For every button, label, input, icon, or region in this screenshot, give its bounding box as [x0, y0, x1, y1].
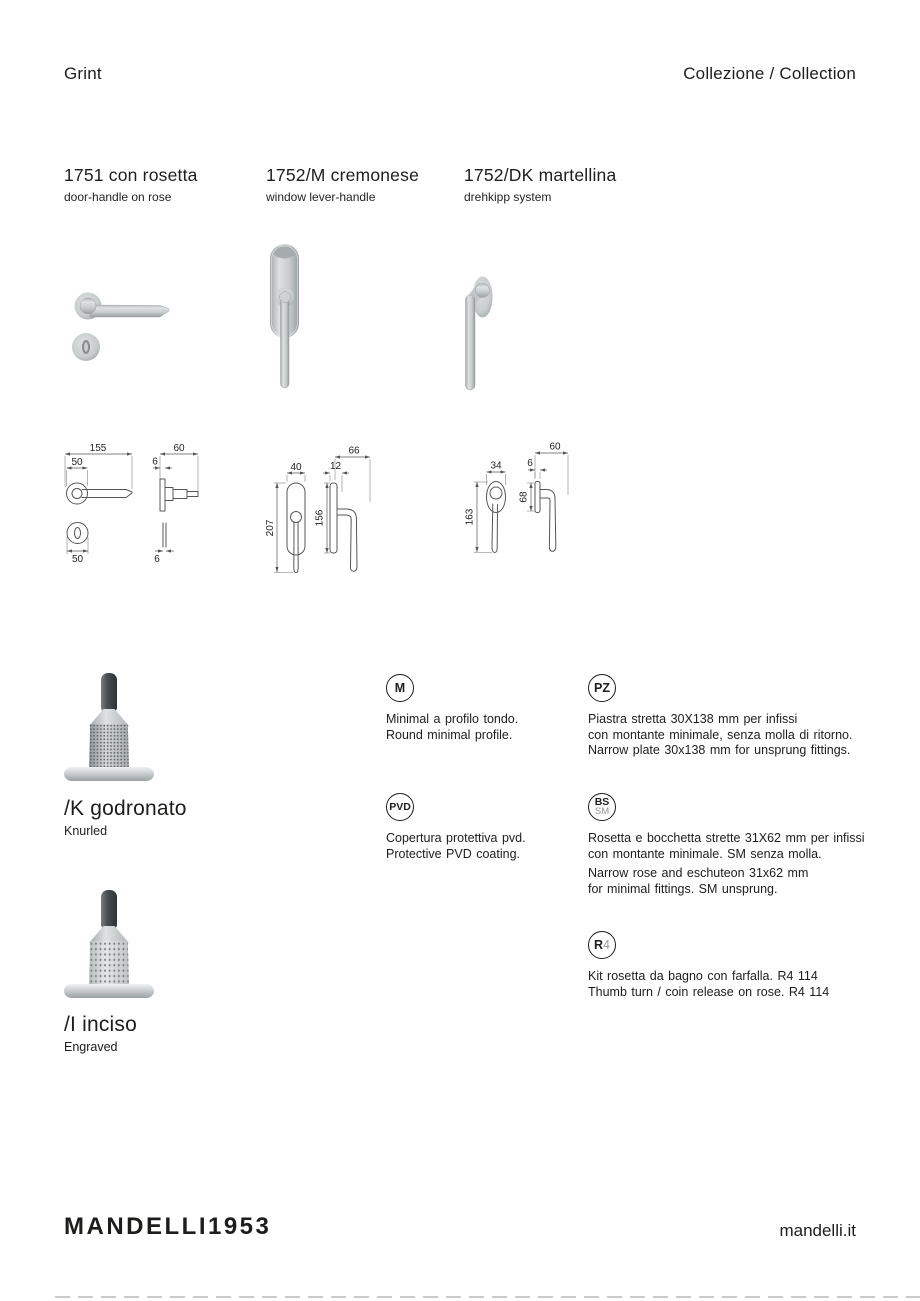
feature-line: Protective PVD coating.	[386, 846, 521, 861]
product-heading-1752dk	[464, 165, 664, 204]
front-view-escutcheon	[67, 523, 88, 566]
dim-total-height: 207	[265, 519, 276, 537]
scan-edge-artifact	[55, 1296, 920, 1298]
product-title: 1751 con rosetta	[64, 165, 198, 185]
feature-line: con montante minimale, senza molla di ritorno.	[588, 727, 853, 742]
photo-window-handle-1752dk	[455, 272, 510, 397]
badge-minimal	[386, 674, 414, 702]
dim-escutcheon-thickness: 6	[154, 554, 160, 565]
dim-plate-height: 156	[314, 509, 326, 527]
photo-door-handle-1751	[56, 278, 178, 370]
photo-window-handle-1752m	[262, 240, 308, 392]
badge-label-bottom: SM	[594, 806, 610, 817]
badge-r4	[588, 931, 616, 959]
product-title: 1752/DK martellina	[464, 165, 617, 185]
badge-label: PVD	[389, 801, 411, 813]
dim-length: 155	[89, 443, 107, 454]
product-subtitle: window lever-handle	[266, 190, 376, 204]
feature-line: Piastra stretta 30X138 mm per infissi	[588, 712, 798, 726]
drawing-1751	[60, 441, 205, 571]
finish-title-k: /K godronato	[64, 797, 187, 820]
product-heading-1751	[64, 165, 254, 204]
dim-escutcheon-diameter: 50	[71, 554, 84, 565]
dim-projection: 60	[549, 441, 561, 453]
dim-plate-width: 40	[290, 462, 302, 473]
side-view	[519, 442, 569, 552]
feature-line: Kit rosetta da bagno con farfalla. R4 114	[588, 969, 818, 983]
handle-tip	[101, 673, 117, 711]
front-view	[265, 462, 305, 573]
handle-flare	[89, 926, 129, 943]
badge-label-top: BS	[594, 796, 610, 808]
badge-label	[595, 797, 610, 817]
dim-projection: 66	[348, 445, 360, 457]
drawing-1752dk	[456, 440, 578, 565]
handle-tip	[101, 890, 117, 928]
dim-rose-width: 34	[490, 460, 502, 472]
feature-line: con montante minimale. SM senza molla.	[588, 846, 822, 861]
feature-line: Narrow rose and eschuteon 31x62 mm	[588, 866, 809, 881]
dim-projection: 60	[173, 443, 185, 454]
product-subtitle: door-handle on rose	[64, 190, 172, 204]
side-view-escutcheon	[154, 523, 174, 565]
front-view-handle	[65, 443, 132, 504]
handle-flare	[89, 709, 129, 726]
dim-total-height: 163	[464, 508, 476, 526]
product-title: 1752/M cremonese	[266, 165, 420, 185]
photo-engraved-finish	[64, 884, 154, 999]
finish-subtitle-i: Engraved	[64, 1040, 118, 1054]
badge-label: PZ	[594, 681, 610, 695]
feature-line: Round minimal profile.	[386, 727, 513, 742]
finish-title-i: /I inciso	[64, 1013, 137, 1036]
product-subtitle: drehkipp system	[464, 190, 552, 204]
dim-rose-thickness: 6	[152, 456, 158, 468]
feature-line: Minimal a profilo tondo.	[386, 712, 519, 726]
website-link[interactable]: mandelli.it	[779, 1221, 856, 1240]
dim-plate-thickness: 12	[329, 461, 342, 472]
feature-text-minimal	[386, 712, 586, 743]
collection-label: Collezione / Collection	[683, 64, 856, 83]
product-heading-1752m	[266, 165, 456, 204]
dim-rose-height: 68	[518, 491, 530, 503]
badge-label-main: R	[594, 938, 604, 952]
feature-text-pvd	[386, 831, 586, 862]
handle-base-disc	[64, 984, 154, 998]
dim-rose-diameter: 50	[71, 457, 83, 468]
badge-pz	[588, 674, 616, 702]
engraved-texture	[89, 941, 129, 985]
handle-base-disc	[64, 767, 154, 781]
knurl-texture	[89, 724, 129, 768]
feature-text-r4	[588, 969, 888, 1000]
feature-line: for minimal fittings. SM unsprung.	[588, 881, 778, 896]
feature-line: Thumb turn / coin release on rose. R4 114	[588, 984, 830, 999]
feature-line: Narrow plate 30x138 mm for unsprung fittings.	[588, 743, 851, 758]
feature-line: Copertura protettiva pvd.	[386, 831, 526, 845]
drawing-1752m	[258, 440, 378, 592]
feature-text-pz	[588, 712, 880, 759]
badge-label-sub: 4	[603, 938, 610, 952]
side-view	[315, 446, 371, 572]
side-view-handle	[152, 443, 198, 511]
feature-line: Rosetta e bocchetta strette 31X62 mm per infissi	[588, 831, 865, 845]
badge-label: M	[394, 681, 406, 695]
feature-text-bs-sm	[588, 831, 880, 897]
badge-pvd	[386, 793, 414, 821]
badge-bs-sm	[588, 793, 616, 821]
photo-knurled-finish	[64, 667, 154, 782]
front-view	[465, 461, 506, 553]
dim-rose-thickness: 6	[527, 458, 533, 469]
page-title: Grint	[64, 64, 102, 83]
brand-logo: MANDELLI1953	[64, 1213, 272, 1240]
finish-subtitle-k: Knurled	[64, 824, 108, 838]
